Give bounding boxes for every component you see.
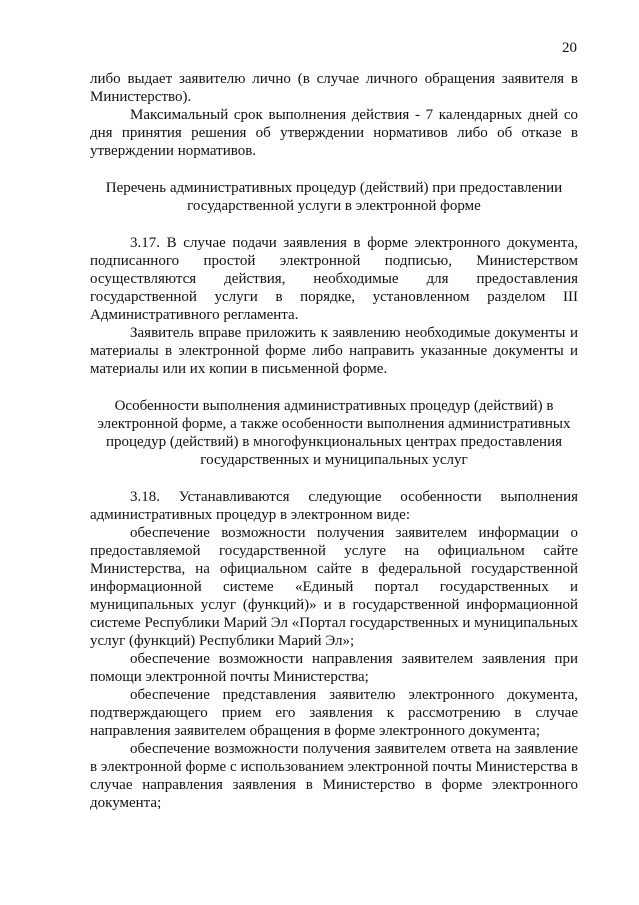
paragraph-max-term: Максимальный срок выполнения действия - 7 календарных дней со дня принятия решения об утверждении нормативов либо об отказе в утверждении нормативов. bbox=[90, 107, 578, 159]
section-heading-features: Особенности выполнения административных процедур (действий) в электронной форме, а также особенности выполнения административных процедур (действий) в многофункциональных центрах предоставления государственных и муниципальных услуг bbox=[97, 398, 571, 468]
paragraph-receipt-confirmation: обеспечение представления заявителю электронного документа, подтверждающего прием его заявления к рассмотрению в случае направления заявителем обращения в форме электронного документа; bbox=[90, 687, 578, 739]
section-heading-electronic-procedures: Перечень административных процедур (действий) при предоставлении государственной услуги в электронной форме bbox=[105, 180, 563, 214]
paragraph-info-access: обеспечение возможности получения заявителем информации о предоставляемой государственной услуге на официальном сайте Министерства, на официальном сайте в федеральной государственной информационной системе «Единый портал государственных и муниципальных услуг (функций)» и в государственной информационной системе Республики Марий Эл «Портал государственных и муниципальных услуг (функций) Республики Марий Эл»; bbox=[90, 525, 578, 649]
paragraph-delivery: либо выдает заявителю лично (в случае личного обращения заявителя в Министерство). bbox=[90, 71, 578, 105]
paragraph-email-submission: обеспечение возможности направления заявителем заявления при помощи электронной почты Министерства; bbox=[90, 651, 578, 685]
paragraph-3-18: 3.18. Устанавливаются следующие особенности выполнения административных процедур в электронном виде: bbox=[90, 489, 578, 523]
spacer bbox=[90, 378, 578, 397]
paragraph-electronic-response: обеспечение возможности получения заявителем ответа на заявление в электронной форме с использованием электронной почты Министерства в случае направления заявления в Министерство в форме электронного документа; bbox=[90, 741, 578, 811]
page-body bbox=[90, 70, 578, 812]
spacer bbox=[90, 469, 578, 488]
paragraph-attachments: Заявитель вправе приложить к заявлению необходимые документы и материалы в электронной форме либо направить указанные документы и материалы или их копии в письменной форме. bbox=[90, 325, 578, 377]
page-number: 20 bbox=[562, 40, 577, 56]
spacer bbox=[90, 160, 578, 179]
spacer bbox=[90, 215, 578, 234]
paragraph-3-17: 3.17. В случае подачи заявления в форме электронного документа, подписанного простой электронной подписью, Министерством осуществляются действия, необходимые для предоставления государственной услуги в порядке, установленном разделом III Административного регламента. bbox=[90, 235, 578, 323]
